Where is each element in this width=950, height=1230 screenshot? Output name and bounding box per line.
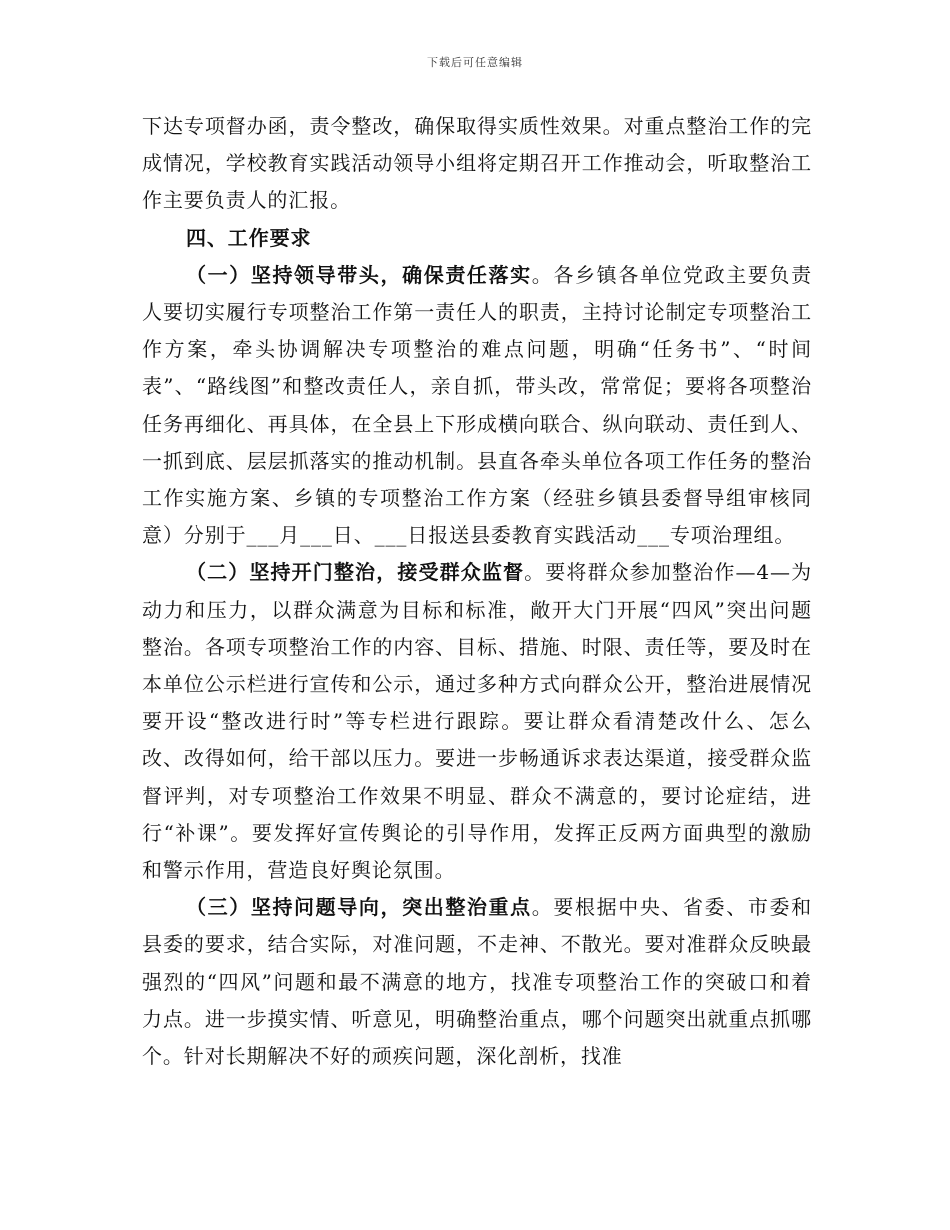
paragraph-2-body: 。各乡镇各单位党政主要负责人要切实履行专项整治工作第一责任人的职责，主持讨论制定专项整治工作方案，牵头协调解决专项整治的难点问题，明确“任务书”、“时间表”、“路线图”和整改责任人，亲自抓，带头改，常常促；要将各项整治任务再细化、再具体，在全县上下形成横向联合、纵向联动、责任到人、一抓到底、层层抓落实的推动机制。县直各牵头单位各项工作任务的整治工作实施方案、乡镇的专项整治工作方案（经驻乡镇县委督导组审核同意）分别于___月___日、___日报送县委教育实践活动___专项治理组。 xyxy=(142,262,812,548)
paragraph-2-lead: （一）坚持领导带头，确保责任落实 xyxy=(186,262,532,287)
section-heading: 四、工作要求 xyxy=(186,225,312,250)
document-body xyxy=(142,108,812,1075)
page-header: 下载后可任意编辑 xyxy=(427,56,523,69)
paragraph-2 xyxy=(142,257,812,555)
paragraph-4 xyxy=(142,889,812,1075)
paragraph-1: 下达专项督办函，责令整改，确保取得实质性效果。对重点整治工作的完成情况，学校教育实践活动领导小组将定期召开工作推动会，听取整治工作主要负责人的汇报。 xyxy=(142,114,812,213)
paragraph-3-body: 。要将群众参加整治作—4—为动力和压力，以群众满意为目标和标准，敞开大门开展“四风”突出问题整治。各项专项整治工作的内容、目标、措施、时限、责任等，要及时在本单位公示栏进行宣传和公示，通过多种方式向群众公开，整治进展情况要开设“整改进行时”等专栏进行跟踪。要让群众看清楚改什么、怎么改、改得如何，给干部以压力。要进一步畅通诉求表达渠道，接受群众监督评判，对专项整治工作效果不明显、群众不满意的，要讨论症结，进行“补课”。要发挥好宣传舆论的引导作用，发挥正反两方面典型的激励和警示作用，营造良好舆论氛围。 xyxy=(142,560,813,883)
paragraph-4-lead: （三）坚持问题导向，突出整治重点 xyxy=(186,895,532,920)
paragraph-3 xyxy=(142,554,812,889)
paragraph-4-body: 。要根据中央、省委、市委和县委的要求，结合实际，对准问题，不走神、不散光。要对准群众反映最强烈的“四风”问题和最不满意的地方，找准专项整治工作的突破口和着力点。进一步摸实情、听意见，明确整治重点，哪个问题突出就重点抓哪个。针对长期解决不好的顽疾问题，深化剖析，找准 xyxy=(142,895,812,1069)
paragraph-3-lead: （二）坚持开门整治，接受群众监督 xyxy=(186,560,525,585)
